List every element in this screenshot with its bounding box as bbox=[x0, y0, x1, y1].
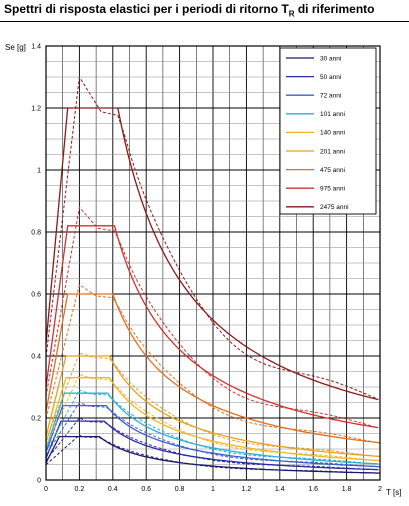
x-tick-label: 0.6 bbox=[141, 486, 152, 493]
x-tick-label: 0 bbox=[44, 486, 48, 493]
series-50-anni bbox=[46, 421, 378, 470]
legend-label: 2475 anni bbox=[320, 204, 349, 212]
series-975-anni bbox=[46, 226, 378, 428]
x-axis-label: T [s] bbox=[386, 488, 402, 497]
series-dashed-50-anni bbox=[46, 418, 378, 470]
legend-label: 30 anni bbox=[320, 55, 342, 63]
x-tick-label: 0.4 bbox=[107, 486, 118, 493]
y-tick-label: 0.4 bbox=[31, 353, 41, 361]
y-tick-label: 1.4 bbox=[31, 43, 41, 51]
x-tick-label: 1.6 bbox=[308, 486, 319, 493]
y-tick-label: 0.6 bbox=[31, 291, 41, 299]
y-tick-label: 1 bbox=[37, 167, 41, 175]
legend-label: 201 anni bbox=[320, 148, 345, 156]
y-tick-label: 1.2 bbox=[31, 105, 41, 113]
y-tick-label: 0 bbox=[37, 477, 41, 485]
legend bbox=[280, 48, 376, 214]
legend-label: 140 anni bbox=[320, 129, 345, 137]
legend-label: 72 anni bbox=[320, 92, 342, 100]
legend-label: 101 anni bbox=[320, 111, 345, 119]
x-tick-label: 0.8 bbox=[174, 486, 185, 493]
legend-label: 975 anni bbox=[320, 185, 345, 193]
y-tick-label: 0.2 bbox=[31, 415, 41, 423]
x-tick-label: 0.2 bbox=[74, 486, 85, 493]
x-tick-label: 1.8 bbox=[341, 486, 352, 493]
y-tick-label: 0.8 bbox=[31, 229, 41, 237]
legend-label: 50 anni bbox=[320, 73, 342, 81]
x-tick-label: 1 bbox=[211, 486, 215, 493]
legend-label: 475 anni bbox=[320, 166, 345, 174]
x-tick-label: 1.4 bbox=[274, 486, 285, 493]
chart-title: Spettri di risposta elastici per i periodi di ritorno $T_R$ di riferimento bbox=[4, 2, 375, 19]
y-axis-label: Se [g] bbox=[5, 43, 26, 52]
x-tick-label: 1.2 bbox=[241, 486, 252, 493]
x-tick-label: 2 bbox=[378, 486, 382, 493]
